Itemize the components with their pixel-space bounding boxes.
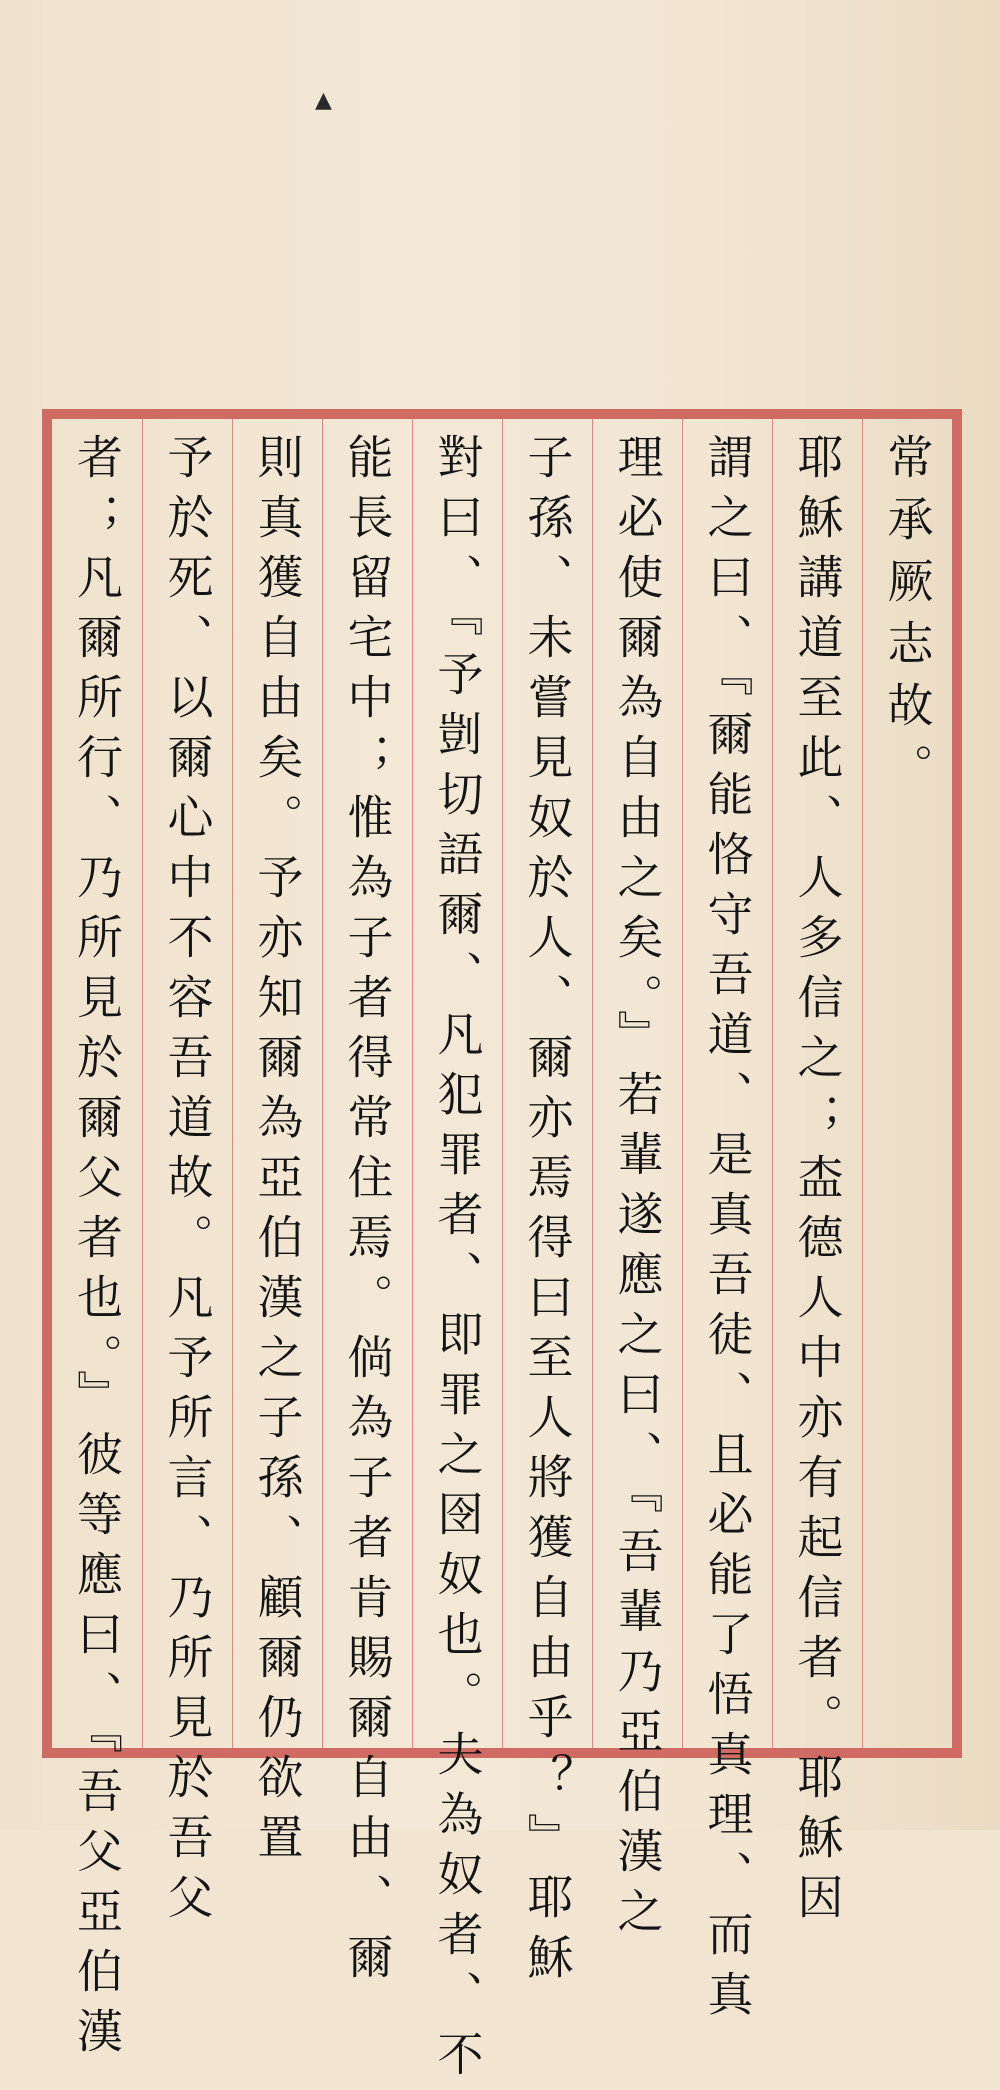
text-column [142, 419, 232, 1933]
column-text: 謂之曰、『爾能恪守吾道、是真吾徒、且必能了悟真理、而真 [700, 433, 755, 2030]
column-text: 耶穌講道至此、人多信之；㭗德人中亦有起信者。耶穌因 [790, 433, 845, 1933]
text-column [52, 419, 142, 2067]
column-text: 子孫、未嘗見奴於人、爾亦焉得曰至人將獲自由乎？』耶穌 [520, 433, 575, 1993]
text-column [862, 419, 952, 1748]
column-text: 常承厥志故。 [880, 433, 935, 805]
text-column [772, 419, 862, 1933]
top-mark: ▲ [315, 88, 332, 113]
column-text: 予於死、以爾心中不容吾道故。凡予所言、乃所見於吾父 [160, 433, 215, 1933]
column-text: 則真獲自由矣。予亦知爾為亞伯漢之子孫、顧爾仍欲置 [250, 433, 305, 1873]
text-column [412, 419, 502, 2090]
text-column [502, 419, 592, 1993]
text-column [232, 419, 322, 1873]
text-column [322, 419, 412, 1993]
text-column [592, 419, 682, 1947]
text-column [682, 419, 772, 2030]
text-frame [42, 409, 962, 2090]
column-text: 理必使爾為自由之矣。』若輩遂應之曰、『吾輩乃亞伯漢之 [610, 433, 665, 1947]
text-columns [52, 419, 952, 2090]
column-text: 對曰、『予剴切語爾、凡犯罪者、即罪之囹奴也。夫為奴者、不 [430, 433, 485, 2090]
column-text: 能長留宅中；惟為子者得常住焉。倘為子者肯賜爾自由、爾 [340, 433, 395, 1993]
column-text: 者；凡爾所行、乃所見於爾父者也。』彼等應曰、『吾父亞伯漢 [70, 433, 124, 2067]
